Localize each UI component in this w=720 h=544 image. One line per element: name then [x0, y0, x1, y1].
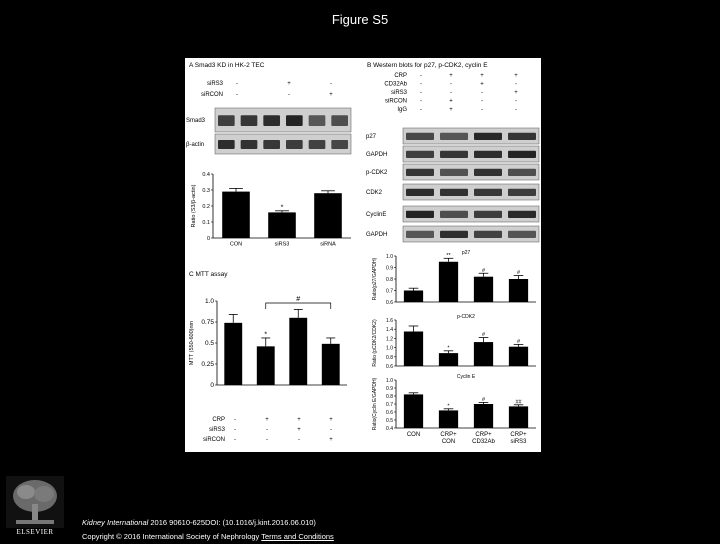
significance-mark: *: [280, 204, 284, 212]
y-tick-label: 0.6: [386, 364, 393, 370]
blot-band: [406, 151, 434, 158]
y-tick-label: 0: [210, 382, 214, 389]
treatment-sign: -: [481, 107, 483, 113]
bar: [474, 404, 493, 428]
y-tick-label: 0.9: [386, 265, 393, 272]
y-axis-label: Ratio (pCDK2/CDK2): [372, 319, 378, 367]
y-tick-label: 0.7: [386, 402, 393, 408]
treatment-sign: -: [266, 427, 268, 433]
copyright-text: Copyright © 2016 International Society of Nephrology: [82, 532, 260, 541]
blot-label: CDK2: [366, 190, 383, 196]
treatment-sign: +: [329, 437, 333, 443]
treatment-sign: -: [515, 98, 517, 105]
blot-band: [474, 133, 502, 140]
blot-band: [309, 115, 326, 126]
blot-band: [241, 115, 258, 126]
x-tick-label: siRS3: [510, 439, 527, 445]
treatment-sign: +: [287, 81, 291, 87]
blot-band: [440, 151, 468, 158]
significance-mark: *: [264, 331, 268, 339]
blot-label: CyclinE: [366, 212, 387, 218]
blot-band: [474, 231, 502, 238]
chart-panel-a: [191, 172, 351, 248]
treatment-sign: -: [450, 81, 452, 88]
bar: [404, 394, 423, 428]
treatment-sign: +: [480, 73, 484, 79]
treatment-sign: -: [330, 81, 332, 87]
terms-link[interactable]: Terms and Conditions: [261, 532, 334, 541]
x-tick-label: CON: [441, 439, 456, 445]
y-tick-label: 0.5: [386, 418, 393, 424]
treatment-sign: +: [329, 417, 333, 423]
citation-line: [82, 516, 334, 530]
treatment-row-label: CD32Ab: [384, 81, 407, 88]
y-axis-label: Ratio(Cyclin E/GAPDH): [372, 377, 378, 431]
x-tick-label: CRP+: [440, 432, 457, 438]
blot-band: [508, 169, 536, 176]
treatment-row-label: CRP: [212, 417, 225, 423]
treatment-sign: +: [514, 90, 518, 96]
treatment-row-label: siRS3: [390, 90, 407, 96]
chart-panel-b-p27: [372, 250, 536, 306]
y-tick-label: 1.0: [386, 254, 393, 260]
blot-band: [440, 231, 468, 238]
bar: [222, 192, 250, 238]
bar: [268, 212, 296, 238]
treatment-sign: +: [480, 81, 484, 88]
y-tick-label: 1.4: [386, 327, 393, 334]
treatment-sign: -: [234, 427, 236, 433]
significance-mark: *: [447, 403, 450, 410]
blot-band: [331, 115, 348, 126]
blot-label: β-actin: [186, 142, 205, 148]
x-tick-label: CD32Ab: [472, 439, 495, 445]
treatment-sign: -: [234, 417, 236, 423]
x-tick-label: CRP+: [475, 432, 492, 438]
treatment-sign: -: [266, 437, 268, 443]
panel-b-title: B Western blots for p27, p-CDK2, cyclin E: [367, 62, 488, 69]
y-tick-label: 0.6: [386, 300, 393, 306]
bar: [289, 318, 307, 385]
slide-title: Figure S5: [331, 12, 389, 27]
y-tick-label: 1.0: [386, 345, 393, 352]
treatment-sign: +: [265, 417, 269, 423]
bar: [404, 332, 423, 367]
panel-c-treatment-table: [203, 417, 333, 443]
blot-band: [218, 115, 235, 126]
figure-panel: [185, 58, 541, 452]
y-axis-label: Ratio (S3/β-actin): [191, 184, 197, 228]
blot-band: [263, 140, 280, 149]
y-tick-label: 0.1: [202, 220, 210, 226]
bar: [474, 277, 493, 302]
chart-title: p27: [461, 250, 471, 256]
blot-strip: [215, 134, 351, 154]
treatment-row-label: CRP: [394, 73, 407, 79]
treatment-row-label: IgG: [397, 107, 407, 113]
treatment-sign: -: [234, 437, 236, 443]
blot-band: [508, 151, 536, 158]
treatment-sign: -: [288, 92, 290, 98]
panel-b-treatment-table: [384, 73, 518, 113]
significance-mark: #: [481, 396, 486, 403]
blot-band: [309, 140, 326, 149]
treatment-row-label: siRS3: [206, 81, 223, 87]
bar: [257, 346, 275, 385]
chart-title: Cyclin E: [456, 374, 476, 380]
bar: [439, 353, 458, 366]
y-tick-label: 0.8: [386, 394, 393, 400]
citation-text: 2016 90610-625DOI: (10.1016/j.kint.2016.06.010): [148, 518, 316, 527]
x-tick-label: CON: [406, 432, 421, 438]
y-tick-label: 0.4: [202, 172, 210, 178]
treatment-sign: -: [481, 98, 483, 105]
bar: [509, 347, 528, 366]
treatment-sign: -: [515, 81, 517, 88]
panel-a-treatment-table: [201, 81, 333, 98]
treatment-sign: +: [297, 417, 301, 423]
blot-band: [474, 151, 502, 158]
treatment-sign: +: [449, 107, 453, 113]
blot-label: GAPDH: [366, 152, 388, 158]
y-tick-label: 1.2: [386, 336, 393, 343]
panel-a-title: A Smad3 KD in HK-2 TEC: [189, 62, 265, 69]
y-axis-label: MTT (550-600)nm: [189, 320, 195, 366]
blot-band: [286, 115, 303, 126]
panel-a-blots: [186, 108, 351, 154]
blot-band: [406, 189, 434, 196]
figure-canvas: [185, 58, 541, 452]
y-tick-label: 1.0: [386, 378, 393, 384]
treatment-row-label: siRCON: [201, 92, 223, 98]
blot-label: p-CDK2: [366, 170, 388, 176]
blot-band: [474, 169, 502, 176]
panel-c-title: C MTT assay: [189, 271, 228, 278]
treatment-sign: +: [297, 427, 301, 433]
treatment-sign: -: [236, 81, 238, 87]
blot-band: [241, 140, 258, 149]
journal-name: Kidney International: [82, 518, 149, 527]
blot-label: Smad3: [186, 118, 206, 124]
treatment-sign: -: [515, 107, 517, 113]
blot-band: [406, 211, 434, 218]
treatment-row-label: siRS3: [208, 427, 225, 433]
blot-band: [508, 231, 536, 238]
treatment-sign: -: [298, 437, 300, 443]
bar: [314, 193, 342, 238]
significance-mark: #: [481, 267, 486, 274]
significance-mark: #: [516, 270, 521, 277]
blot-band: [218, 140, 235, 149]
y-tick-label: 0.5: [204, 340, 214, 347]
blot-band: [406, 133, 434, 140]
treatment-sign: +: [449, 73, 453, 79]
y-tick-label: 1.6: [386, 318, 393, 324]
treatment-sign: -: [420, 107, 422, 113]
x-tick-label: CRP+: [510, 432, 527, 438]
blot-label: p27: [366, 134, 377, 140]
treatment-sign: -: [420, 73, 422, 79]
significance-mark: ##: [515, 399, 522, 406]
y-axis-label: Ratio(p27/GAPDH): [372, 257, 378, 301]
significance-mark: *: [447, 345, 450, 352]
x-tick-label: siRNA: [320, 241, 336, 248]
blot-band: [440, 189, 468, 196]
x-tick-label: siRS3: [274, 241, 290, 248]
chart-panel-b-pcdk2: [372, 314, 536, 370]
comparison-bracket: [266, 303, 331, 309]
blot-band: [263, 115, 280, 126]
y-tick-label: 0: [206, 236, 210, 242]
bar: [509, 406, 528, 428]
treatment-sign: -: [330, 427, 332, 433]
significance-mark: #: [516, 338, 521, 345]
treatment-sign: -: [450, 90, 452, 96]
y-tick-label: 0.7: [386, 288, 393, 295]
x-tick-label: CON: [229, 241, 243, 248]
y-tick-label: 0.6: [386, 410, 393, 416]
treatment-sign: -: [420, 81, 422, 88]
panel-b-blots: [366, 128, 539, 242]
chart-panel-c: [189, 296, 347, 389]
bar: [404, 291, 423, 303]
blot-strip: [215, 108, 351, 132]
significance-mark: #: [481, 331, 486, 338]
publisher-logo-text: ELSEVIER: [16, 528, 54, 536]
blot-band: [406, 231, 434, 238]
treatment-sign: -: [420, 90, 422, 96]
bar: [322, 344, 340, 385]
chart-panel-b-cycline: [372, 374, 536, 445]
y-tick-label: 0.3: [202, 188, 210, 194]
blot-band: [508, 211, 536, 218]
copyright-line: [82, 530, 334, 544]
y-tick-label: 0.8: [386, 277, 393, 283]
treatment-sign: -: [420, 98, 422, 105]
blot-band: [406, 169, 434, 176]
blot-band: [508, 133, 536, 140]
treatment-row-label: siRCON: [385, 98, 407, 105]
y-tick-label: 0.25: [201, 361, 214, 368]
bar: [439, 262, 458, 302]
blot-band: [474, 189, 502, 196]
blot-band: [286, 140, 303, 149]
bar: [509, 279, 528, 302]
treatment-sign: +: [329, 92, 333, 98]
y-tick-label: 0.2: [202, 204, 210, 210]
treatment-sign: -: [236, 92, 238, 98]
bar: [474, 342, 493, 366]
treatment-row-label: siRCON: [203, 437, 225, 443]
blot-band: [474, 211, 502, 218]
significance-mark: **: [446, 252, 451, 259]
bar: [224, 323, 242, 385]
treatment-sign: -: [481, 90, 483, 96]
treatment-sign: +: [449, 98, 453, 105]
y-tick-label: 0.8: [386, 354, 393, 361]
blot-band: [440, 211, 468, 218]
chart-title: p-CDK2: [457, 314, 475, 320]
bar: [439, 410, 458, 428]
y-tick-label: 1.0: [204, 298, 214, 305]
y-tick-label: 0.75: [201, 319, 214, 326]
blot-band: [331, 140, 348, 149]
blot-band: [440, 169, 468, 176]
treatment-sign: +: [514, 73, 518, 79]
y-tick-label: 0.4: [386, 426, 393, 432]
blot-band: [440, 133, 468, 140]
blot-band: [508, 189, 536, 196]
y-tick-label: 0.9: [386, 386, 393, 392]
bracket-label: #: [296, 296, 301, 303]
blot-label: GAPDH: [366, 232, 388, 238]
